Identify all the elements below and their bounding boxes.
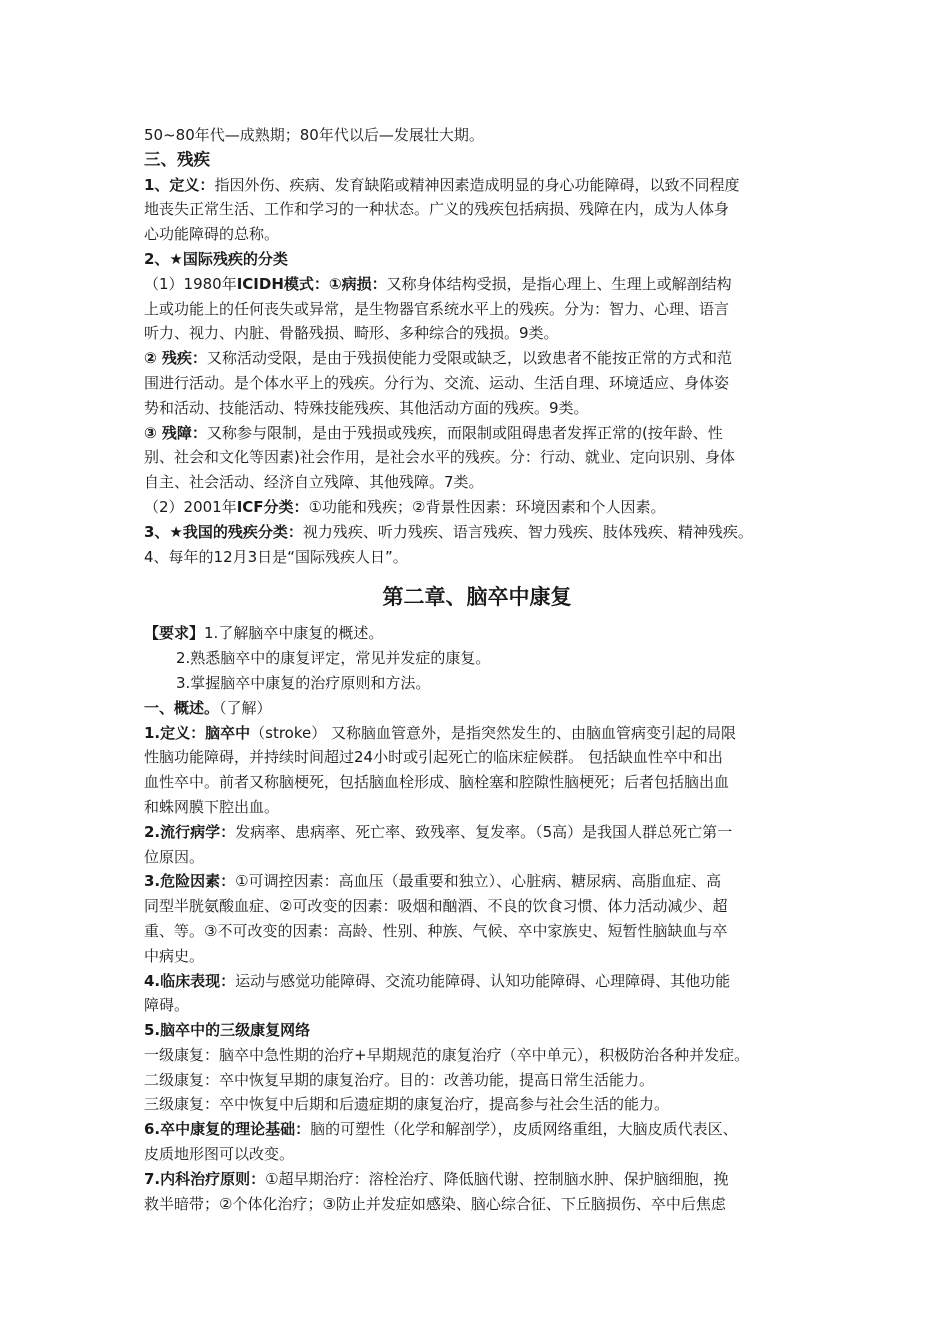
china-classification-label: 3、★我国的残疾分类：: [144, 522, 303, 541]
text-line: 救半暗带；②个体化治疗；③防止并发症如感染、脑心综合征、下丘脑损伤、卒中后焦虑: [144, 1194, 726, 1213]
requirement-item: 3.掌握脑卒中康复的治疗原则和方法。: [176, 673, 431, 692]
theory-label: 6.卒中康复的理论基础：: [144, 1120, 311, 1139]
disability-label: ② 残疾：: [144, 349, 207, 368]
text-line: 上或功能上的任何丧失或异常，是生物器官系统水平上的残疾。分为：智力、心理、语言: [144, 299, 730, 318]
document-page: [144, 123, 810, 1216]
text-line: 别、社会和文化等因素)社会作用，是社会水平的残疾。分：行动、就业、定向识别、身体: [144, 448, 735, 467]
stroke-definition-label: 1.定义：脑卒中: [144, 723, 251, 742]
text-line: 重、等。③不可改变的因素：高龄、性别、种族、气候、卒中家族史、短暂性脑缺血与卒: [144, 921, 728, 940]
disability-text: 又称活动受限，是由于残损使能力受限或缺乏，以致患者不能按正常的方式和范: [206, 349, 732, 368]
subheading-intl-classification: 2、★国际残疾的分类: [144, 249, 288, 268]
icf-text: ①功能和残疾；②背景性因素：环境因素和个人因素。: [308, 497, 666, 516]
text-line: 性脑功能障碍，并持续时间超过24小时或引起死亡的临床症候群。 包括缺血性卒中和出: [144, 748, 723, 767]
risk-factors-label: 3.危险因素：: [144, 872, 236, 891]
overview-heading: 一、概述。: [144, 698, 220, 717]
text-line: 围进行活动。是个体水平上的残疾。分行为、交流、运动、生活自理、环境适应、身体姿: [144, 373, 730, 392]
epidemiology-label: 2.流行病学：: [144, 822, 236, 841]
clinical-text: 运动与感觉功能障碍、交流功能障碍、认知功能障碍、心理障碍、其他功能: [235, 971, 731, 990]
text-line: 二级康复：卒中恢复早期的康复治疗。目的：改善功能，提高日常生活能力。: [144, 1070, 655, 1089]
risk-factors-text: ①可调控因素：高血压（最重要和独立）、心脏病、糖尿病、高脂血症、高: [235, 872, 722, 891]
requirements-label: 【要求】: [144, 624, 205, 643]
text-line: 地丧失正常生活、工作和学习的一种状态。广义的残疾包括病损、残障在内，成为人体身: [144, 200, 730, 219]
text-line: 50~80年代—成熟期；80年代以后—发展壮大期。: [144, 126, 484, 144]
handicap-text: 又称参与限制，是由于残损或残疾，而限制或阻碍患者发挥正常的(按年龄、性: [206, 423, 723, 442]
definition-label: 1、定义：: [144, 175, 215, 194]
text-line: 皮质地形图可以改变。: [144, 1145, 295, 1164]
text-line: 听力、视力、内脏、骨骼残损、畸形、多种综合的残损。9类。: [144, 324, 559, 343]
chapter-title: 第二章、脑卒中康复: [382, 585, 572, 610]
overview-note: （了解）: [219, 698, 272, 717]
rehab-network-heading: 5.脑卒中的三级康复网络: [144, 1021, 311, 1040]
requirement-item: 1.了解脑卒中康复的概述。: [204, 624, 384, 643]
text-line: 势和活动、技能活动、特殊技能残疾、其他活动方面的残疾。9类。: [144, 398, 589, 417]
clinical-label: 4.临床表现：: [144, 971, 236, 990]
text-line: 一级康复：脑卒中急性期的治疗+早期规范的康复治疗（卒中单元），积极防治各种并发症。: [144, 1045, 750, 1064]
theory-text: 脑的可塑性（化学和解剖学），皮质网络重组，大脑皮质代表区、: [310, 1120, 738, 1139]
stroke-definition-text: （stroke） 又称脑血管意外，是指突然发生的、由脑血管病变引起的局限: [250, 723, 737, 742]
text-line: 同型半胱氨酸血症、②可改变的因素：吸烟和酗酒、不良的饮食习惯、体力活动减少、超: [144, 897, 728, 916]
icf-label: ICF分类：: [236, 497, 309, 516]
icf-prefix: （2）2001年: [144, 497, 237, 516]
medical-treatment-label: 7.内科治疗原则：: [144, 1169, 266, 1188]
icidh-prefix: （1）1980年: [144, 274, 237, 293]
epidemiology-text: 发病率、患病率、死亡率、致残率、复发率。（5高）是我国人群总死亡第一: [235, 822, 733, 841]
text-line: 心功能障碍的总称。: [144, 225, 280, 244]
text-line: 位原因。: [144, 847, 205, 866]
china-classification-text: 视力残疾、听力残疾、语言残疾、智力残疾、肢体残疾、精神残疾。: [302, 522, 753, 541]
text-line: 三级康复：卒中恢复中后期和后遗症期的康复治疗，提高参与社会生活的能力。: [144, 1095, 670, 1114]
icidh-text: 又称身体结构受损，是指心理上、生理上或解剖结构: [386, 274, 732, 293]
text-line: 血性卒中。前者又称脑梗死，包括脑血栓形成、脑栓塞和腔隙性脑梗死；后者包括脑出血: [144, 773, 730, 792]
text-line: 和蛛网膜下腔出血。: [144, 797, 280, 816]
section-heading-disability: 三、残疾: [144, 149, 210, 169]
text-line: 自主、社会活动、经济自立残障、其他残障。7类。: [144, 473, 484, 492]
text-line: 中病史。: [144, 946, 205, 965]
medical-treatment-text: ①超早期治疗：溶栓治疗、降低脑代谢、控制脑水肿、保护脑细胞，挽: [265, 1169, 729, 1188]
text-line: 障碍。: [144, 996, 190, 1015]
requirement-item: 2.熟悉脑卒中的康复评定，常见并发症的康复。: [176, 649, 491, 668]
definition-text: 指因外伤、疾病、发育缺陷或精神因素造成明显的身心功能障碍，以致不同程度: [214, 175, 740, 194]
icidh-label: ICIDH模式：①病损：: [236, 274, 387, 293]
text-line: 4、每年的12月3日是“国际残疾人日”。: [144, 547, 408, 566]
handicap-label: ③ 残障：: [144, 423, 207, 442]
